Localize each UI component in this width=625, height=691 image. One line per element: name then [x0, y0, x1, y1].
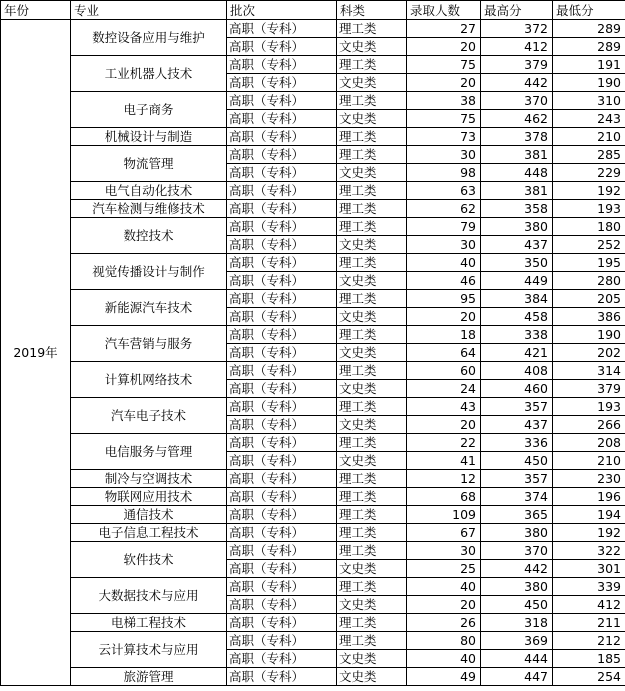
- min-score-cell: 379: [553, 380, 625, 398]
- max-score-cell: 365: [481, 506, 553, 524]
- max-score-cell: 369: [481, 632, 553, 650]
- category-cell: 文史类: [337, 668, 407, 686]
- category-cell: 理工类: [337, 578, 407, 596]
- admitted-cell: 60: [407, 362, 481, 380]
- max-score-cell: 380: [481, 524, 553, 542]
- category-cell: 理工类: [337, 254, 407, 272]
- batch-cell: 高职（专科）: [227, 344, 337, 362]
- table-row: [1, 362, 625, 380]
- category-cell: 理工类: [337, 218, 407, 236]
- category-cell: 文史类: [337, 380, 407, 398]
- batch-cell: 高职（专科）: [227, 596, 337, 614]
- category-cell: 文史类: [337, 236, 407, 254]
- max-score-cell: 449: [481, 272, 553, 290]
- major-cell: 电气自动化技术: [71, 182, 227, 200]
- batch-cell: 高职（专科）: [227, 74, 337, 92]
- table-row: [1, 524, 625, 542]
- min-score-cell: 196: [553, 488, 625, 506]
- admitted-cell: 18: [407, 326, 481, 344]
- admitted-cell: 24: [407, 380, 481, 398]
- min-score-cell: 301: [553, 560, 625, 578]
- header-row: [1, 1, 625, 20]
- batch-cell: 高职（专科）: [227, 128, 337, 146]
- min-score-cell: 193: [553, 200, 625, 218]
- batch-cell: 高职（专科）: [227, 182, 337, 200]
- category-cell: 理工类: [337, 56, 407, 74]
- batch-cell: 高职（专科）: [227, 488, 337, 506]
- major-cell: 视觉传播设计与制作: [71, 254, 227, 290]
- batch-cell: 高职（专科）: [227, 38, 337, 56]
- min-score-cell: 266: [553, 416, 625, 434]
- max-score-cell: 381: [481, 182, 553, 200]
- category-cell: 理工类: [337, 362, 407, 380]
- min-score-cell: 193: [553, 398, 625, 416]
- major-cell: 工业机器人技术: [71, 56, 227, 92]
- min-score-cell: 252: [553, 236, 625, 254]
- table-row: [1, 434, 625, 452]
- max-score-cell: 448: [481, 164, 553, 182]
- batch-cell: 高职（专科）: [227, 146, 337, 164]
- table-row: [1, 20, 625, 38]
- admitted-cell: 25: [407, 560, 481, 578]
- category-cell: 文史类: [337, 596, 407, 614]
- min-score-cell: 211: [553, 614, 625, 632]
- major-cell: 软件技术: [71, 542, 227, 578]
- table-row: [1, 290, 625, 308]
- batch-cell: 高职（专科）: [227, 254, 337, 272]
- admitted-cell: 30: [407, 236, 481, 254]
- batch-cell: 高职（专科）: [227, 632, 337, 650]
- admitted-cell: 75: [407, 56, 481, 74]
- min-score-cell: 386: [553, 308, 625, 326]
- batch-cell: 高职（专科）: [227, 452, 337, 470]
- min-score-cell: 412: [553, 596, 625, 614]
- min-score-cell: 194: [553, 506, 625, 524]
- min-score-cell: 339: [553, 578, 625, 596]
- min-score-cell: 191: [553, 56, 625, 74]
- category-cell: 文史类: [337, 308, 407, 326]
- batch-cell: 高职（专科）: [227, 200, 337, 218]
- max-score-cell: 358: [481, 200, 553, 218]
- max-score-cell: 462: [481, 110, 553, 128]
- admitted-cell: 75: [407, 110, 481, 128]
- category-cell: 理工类: [337, 200, 407, 218]
- max-score-cell: 442: [481, 560, 553, 578]
- batch-cell: 高职（专科）: [227, 290, 337, 308]
- min-score-cell: 212: [553, 632, 625, 650]
- admitted-cell: 41: [407, 452, 481, 470]
- max-score-cell: 458: [481, 308, 553, 326]
- max-score-cell: 318: [481, 614, 553, 632]
- batch-cell: 高职（专科）: [227, 650, 337, 668]
- max-score-cell: 444: [481, 650, 553, 668]
- batch-cell: 高职（专科）: [227, 308, 337, 326]
- major-cell: 汽车电子技术: [71, 398, 227, 434]
- admitted-cell: 98: [407, 164, 481, 182]
- admitted-cell: 40: [407, 578, 481, 596]
- min-score-cell: 180: [553, 218, 625, 236]
- category-cell: 理工类: [337, 326, 407, 344]
- category-cell: 文史类: [337, 74, 407, 92]
- major-cell: 计算机网络技术: [71, 362, 227, 398]
- admitted-cell: 30: [407, 542, 481, 560]
- table-row: [1, 326, 625, 344]
- major-cell: 数控技术: [71, 218, 227, 254]
- max-score-cell: 450: [481, 452, 553, 470]
- category-cell: 文史类: [337, 38, 407, 56]
- max-score-cell: 374: [481, 488, 553, 506]
- admitted-cell: 46: [407, 272, 481, 290]
- batch-cell: 高职（专科）: [227, 470, 337, 488]
- batch-cell: 高职（专科）: [227, 506, 337, 524]
- min-score-cell: 285: [553, 146, 625, 164]
- year-cell: 2019年: [1, 20, 71, 686]
- batch-cell: 高职（专科）: [227, 110, 337, 128]
- category-cell: 理工类: [337, 488, 407, 506]
- batch-cell: 高职（专科）: [227, 56, 337, 74]
- major-cell: 制冷与空调技术: [71, 470, 227, 488]
- admitted-cell: 95: [407, 290, 481, 308]
- admitted-cell: 20: [407, 38, 481, 56]
- min-score-cell: 210: [553, 452, 625, 470]
- major-cell: 汽车检测与维修技术: [71, 200, 227, 218]
- min-score-cell: 230: [553, 470, 625, 488]
- max-score-cell: 408: [481, 362, 553, 380]
- category-cell: 理工类: [337, 614, 407, 632]
- major-cell: 物联网应用技术: [71, 488, 227, 506]
- table-row: [1, 200, 625, 218]
- major-cell: 旅游管理: [71, 668, 227, 686]
- batch-cell: 高职（专科）: [227, 614, 337, 632]
- max-score-cell: 350: [481, 254, 553, 272]
- min-score-cell: 195: [553, 254, 625, 272]
- max-score-cell: 379: [481, 56, 553, 74]
- category-cell: 理工类: [337, 290, 407, 308]
- admitted-cell: 43: [407, 398, 481, 416]
- batch-cell: 高职（专科）: [227, 20, 337, 38]
- max-score-cell: 384: [481, 290, 553, 308]
- major-cell: 电子信息工程技术: [71, 524, 227, 542]
- admitted-cell: 109: [407, 506, 481, 524]
- category-cell: 文史类: [337, 344, 407, 362]
- admitted-cell: 27: [407, 20, 481, 38]
- major-cell: 数控设备应用与维护: [71, 20, 227, 56]
- admitted-cell: 62: [407, 200, 481, 218]
- table-row: [1, 488, 625, 506]
- category-cell: 文史类: [337, 452, 407, 470]
- category-cell: 理工类: [337, 20, 407, 38]
- admitted-cell: 20: [407, 308, 481, 326]
- major-cell: 电信服务与管理: [71, 434, 227, 470]
- max-score-cell: 460: [481, 380, 553, 398]
- header-major: 专业: [71, 1, 227, 20]
- major-cell: 云计算技术与应用: [71, 632, 227, 668]
- table-row: [1, 146, 625, 164]
- category-cell: 文史类: [337, 164, 407, 182]
- category-cell: 文史类: [337, 416, 407, 434]
- header-year: 年份: [1, 1, 71, 20]
- batch-cell: 高职（专科）: [227, 416, 337, 434]
- table-row: [1, 614, 625, 632]
- admitted-cell: 80: [407, 632, 481, 650]
- admitted-cell: 38: [407, 92, 481, 110]
- min-score-cell: 192: [553, 182, 625, 200]
- header-max-score: 最高分: [481, 1, 553, 20]
- category-cell: 理工类: [337, 398, 407, 416]
- major-cell: 大数据技术与应用: [71, 578, 227, 614]
- batch-cell: 高职（专科）: [227, 578, 337, 596]
- max-score-cell: 381: [481, 146, 553, 164]
- min-score-cell: 210: [553, 128, 625, 146]
- table-row: [1, 254, 625, 272]
- max-score-cell: 421: [481, 344, 553, 362]
- batch-cell: 高职（专科）: [227, 524, 337, 542]
- max-score-cell: 370: [481, 542, 553, 560]
- max-score-cell: 336: [481, 434, 553, 452]
- category-cell: 理工类: [337, 92, 407, 110]
- batch-cell: 高职（专科）: [227, 398, 337, 416]
- category-cell: 文史类: [337, 650, 407, 668]
- table-row: [1, 92, 625, 110]
- major-cell: 汽车营销与服务: [71, 326, 227, 362]
- max-score-cell: 357: [481, 470, 553, 488]
- max-score-cell: 370: [481, 92, 553, 110]
- table-row: [1, 56, 625, 74]
- table-row: [1, 578, 625, 596]
- batch-cell: 高职（专科）: [227, 668, 337, 686]
- category-cell: 理工类: [337, 146, 407, 164]
- admitted-cell: 73: [407, 128, 481, 146]
- admitted-cell: 79: [407, 218, 481, 236]
- batch-cell: 高职（专科）: [227, 560, 337, 578]
- category-cell: 理工类: [337, 470, 407, 488]
- max-score-cell: 372: [481, 20, 553, 38]
- table-row: [1, 506, 625, 524]
- min-score-cell: 208: [553, 434, 625, 452]
- min-score-cell: 254: [553, 668, 625, 686]
- max-score-cell: 357: [481, 398, 553, 416]
- admitted-cell: 30: [407, 146, 481, 164]
- min-score-cell: 190: [553, 74, 625, 92]
- admitted-cell: 12: [407, 470, 481, 488]
- category-cell: 文史类: [337, 110, 407, 128]
- min-score-cell: 205: [553, 290, 625, 308]
- table-row: [1, 632, 625, 650]
- batch-cell: 高职（专科）: [227, 92, 337, 110]
- admitted-cell: 49: [407, 668, 481, 686]
- category-cell: 理工类: [337, 128, 407, 146]
- major-cell: 通信技术: [71, 506, 227, 524]
- max-score-cell: 338: [481, 326, 553, 344]
- category-cell: 文史类: [337, 560, 407, 578]
- header-batch: 批次: [227, 1, 337, 20]
- admitted-cell: 26: [407, 614, 481, 632]
- max-score-cell: 380: [481, 218, 553, 236]
- min-score-cell: 243: [553, 110, 625, 128]
- batch-cell: 高职（专科）: [227, 326, 337, 344]
- batch-cell: 高职（专科）: [227, 218, 337, 236]
- min-score-cell: 190: [553, 326, 625, 344]
- admitted-cell: 20: [407, 596, 481, 614]
- table-row: [1, 470, 625, 488]
- major-cell: 物流管理: [71, 146, 227, 182]
- table-row: [1, 218, 625, 236]
- category-cell: 理工类: [337, 632, 407, 650]
- batch-cell: 高职（专科）: [227, 542, 337, 560]
- category-cell: 文史类: [337, 272, 407, 290]
- min-score-cell: 185: [553, 650, 625, 668]
- admitted-cell: 20: [407, 416, 481, 434]
- category-cell: 理工类: [337, 506, 407, 524]
- major-cell: 电梯工程技术: [71, 614, 227, 632]
- min-score-cell: 192: [553, 524, 625, 542]
- max-score-cell: 412: [481, 38, 553, 56]
- min-score-cell: 229: [553, 164, 625, 182]
- major-cell: 新能源汽车技术: [71, 290, 227, 326]
- header-admitted: 录取人数: [407, 1, 481, 20]
- min-score-cell: 289: [553, 20, 625, 38]
- table-row: [1, 668, 625, 686]
- max-score-cell: 378: [481, 128, 553, 146]
- min-score-cell: 280: [553, 272, 625, 290]
- min-score-cell: 310: [553, 92, 625, 110]
- batch-cell: 高职（专科）: [227, 164, 337, 182]
- admitted-cell: 22: [407, 434, 481, 452]
- admitted-cell: 40: [407, 650, 481, 668]
- batch-cell: 高职（专科）: [227, 272, 337, 290]
- admitted-cell: 64: [407, 344, 481, 362]
- batch-cell: 高职（专科）: [227, 362, 337, 380]
- batch-cell: 高职（专科）: [227, 380, 337, 398]
- category-cell: 理工类: [337, 434, 407, 452]
- admitted-cell: 63: [407, 182, 481, 200]
- min-score-cell: 314: [553, 362, 625, 380]
- header-min-score: 最低分: [553, 1, 625, 20]
- min-score-cell: 289: [553, 38, 625, 56]
- batch-cell: 高职（专科）: [227, 236, 337, 254]
- category-cell: 理工类: [337, 182, 407, 200]
- max-score-cell: 447: [481, 668, 553, 686]
- admitted-cell: 67: [407, 524, 481, 542]
- table-row: [1, 398, 625, 416]
- major-cell: 机械设计与制造: [71, 128, 227, 146]
- batch-cell: 高职（专科）: [227, 434, 337, 452]
- major-cell: 电子商务: [71, 92, 227, 128]
- min-score-cell: 202: [553, 344, 625, 362]
- table-row: [1, 542, 625, 560]
- admitted-cell: 68: [407, 488, 481, 506]
- category-cell: 理工类: [337, 524, 407, 542]
- max-score-cell: 437: [481, 236, 553, 254]
- table-row: [1, 182, 625, 200]
- admitted-cell: 40: [407, 254, 481, 272]
- max-score-cell: 380: [481, 578, 553, 596]
- max-score-cell: 442: [481, 74, 553, 92]
- table-row: [1, 128, 625, 146]
- category-cell: 理工类: [337, 542, 407, 560]
- admitted-cell: 20: [407, 74, 481, 92]
- header-category: 科类: [337, 1, 407, 20]
- max-score-cell: 450: [481, 596, 553, 614]
- max-score-cell: 437: [481, 416, 553, 434]
- min-score-cell: 322: [553, 542, 625, 560]
- table-body: [1, 20, 625, 686]
